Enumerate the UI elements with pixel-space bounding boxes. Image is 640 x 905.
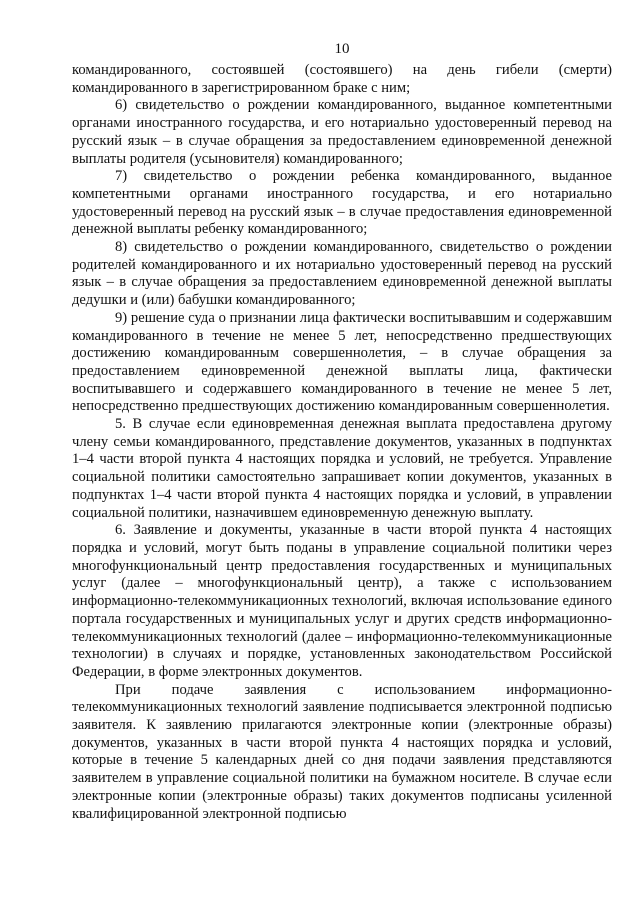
paragraph-item-8: 8) свидетельство о рождении командированного, свидетельство о рождении родителей командированного и их нотариально удостоверенный перевод на русский язык – в случае обращения за предоставлением единовременной денежной выплаты дедушки и (или) бабушки командированного; xyxy=(72,239,612,309)
paragraph-item-6: 6) свидетельство о рождении командированного, выданное компетентными органами иностранного государства, и его нотариально удостоверенный перевод на русский язык – в случае обращения за предоставлением единовременной денежной выплаты родителя (усыновителя) командированного; xyxy=(72,97,612,167)
document-body xyxy=(72,62,612,823)
paragraph-item-7: 7) свидетельство о рождении ребенка командированного, выданное компетентными органами иностранного государства, и его нотариально удостоверенный перевод на русский язык – в случае предоставления единовременной денежной выплаты ребенку командированного; xyxy=(72,168,612,238)
paragraph-item-9: 9) решение суда о признании лица фактически воспитывавшим и содержавшим командированного в течение не менее 5 лет, непосредственно предшествующих достижению командированным совершеннолетия, – в случае обращения за предоставлением единовременной денежной выплаты лица, фактически воспитывавшего и содержавшего командированного в течение не менее 5 лет, непосредственно предшествующих достижению командированным совершеннолетия. xyxy=(72,309,612,415)
paragraph-clause-5: 5. В случае если единовременная денежная выплата предоставлена другому члену семьи командированного, представление документов, указанных в подпунктах 1–4 части второй пункта 4 настоящих порядка и условий, не требуется. Управление социальной политики самостоятельно запрашивает копии документов, указанных в подпунктах 1–4 части второй пункта 4 настоящих порядка и условий, в управлении социальной политики, назначившем единовременную денежную выплату. xyxy=(72,416,612,521)
paragraph-clause-6: 6. Заявление и документы, указанные в части второй пункта 4 настоящих порядка и условий, могут быть поданы в управление социальной политики через многофункциональный центр предоставления государственных и муниципальных услуг (далее – многофункциональный центр), а также с использованием информационно-телекоммуникационных технологий, включая использование единого портала государственных и муниципальных услуг и других средств информационно-телекоммуникационных технологий (далее – информационно-телекоммуникационные технологии) в случаях и порядке, установленных законодательством Российской Федерации, в форме электронных документов. xyxy=(72,522,612,680)
page-number: 10 xyxy=(334,41,350,57)
paragraph-continuation: командированного, состоявшей (состоявшего) на день гибели (смерти) командированного в зарегистрированном браке с ним; xyxy=(72,62,612,96)
paragraph-electronic-submission: При подаче заявления с использованием информационно-телекоммуникационных технологий заявление подписывается электронной подписью заявителя. К заявлению прилагаются электронные копии (электронные образы) документов, указанных в части второй пункта 4 настоящих порядка и условий, которые в течение 5 календарных дней со дня подачи заявления представляются заявителем в управление социальной политики на бумажном носителе. В случае если электронные копии (электронные образы) таких документов подписаны усиленной квалифицированной электронной подписью xyxy=(72,681,612,822)
